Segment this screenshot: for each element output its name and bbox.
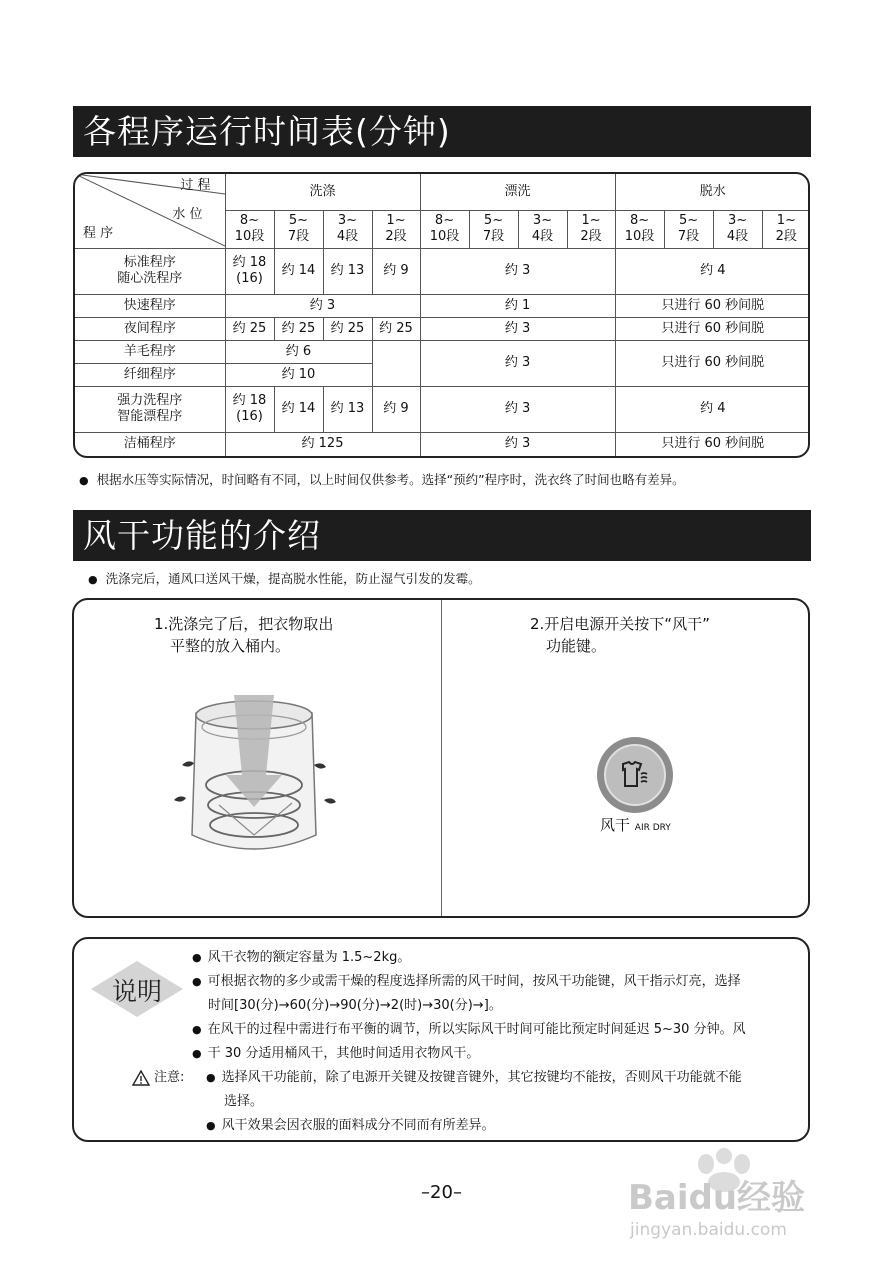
- row-quick-name: 快速程序: [75, 294, 225, 317]
- row-tub-rinse: 约 3: [420, 432, 615, 456]
- row-night-spin: 只进行 60 秒间脱: [615, 317, 810, 340]
- row-tub-name: 洁桶程序: [75, 432, 225, 456]
- page-number: –20–: [421, 1182, 462, 1203]
- level-cell: 1~ 2段: [762, 210, 810, 248]
- program-time-table: [73, 172, 810, 458]
- row-tub-spin: 只进行 60 秒间脱: [615, 432, 810, 456]
- row-quick-wash: 约 3: [225, 294, 420, 317]
- row-standard-spin: 约 4: [615, 248, 810, 294]
- bullet-icon: ●: [192, 975, 202, 988]
- row-night-w2: 约 25: [274, 317, 323, 340]
- row-delicate-wash: 约 10: [225, 363, 372, 386]
- airdry-button[interactable]: [597, 737, 673, 813]
- explain-item-cont: 时间[30(分)→60(分)→90(分)→2(时)→30(分)→]。: [208, 998, 502, 1013]
- airdry-intro: ● 洗涤完后，通风口送风干燥，提高脱水性能，防止湿气引发的发霉。: [88, 569, 481, 587]
- row-tub-wash: 约 125: [225, 432, 420, 456]
- row-wool-wash: 约 6: [225, 340, 372, 363]
- level-cell: 3~ 4段: [518, 210, 567, 248]
- header-process: 过 程: [180, 178, 211, 193]
- bullet-icon: ●: [192, 1023, 202, 1036]
- section-title-schedule: 各程序运行时间表(分钟): [73, 106, 811, 157]
- airdry-button-face: [604, 744, 666, 806]
- row-quick-spin: 只进行 60 秒间脱: [615, 294, 810, 317]
- caution-item-cont: 选择。: [224, 1094, 264, 1109]
- level-cell: 8~ 10段: [420, 210, 469, 248]
- bullet-icon: ●: [192, 1047, 202, 1060]
- row-strong-w3: 约 13: [323, 386, 372, 432]
- level-cell: 1~ 2段: [372, 210, 420, 248]
- bullet-icon: ●: [206, 1119, 216, 1132]
- row-standard-name: 标准程序 随心洗程序: [75, 248, 225, 294]
- explain-item: 风干衣物的额定容量为 1.5~2kg。: [207, 950, 411, 965]
- level-cell: 1~ 2段: [567, 210, 615, 248]
- row-night-name: 夜间程序: [75, 317, 225, 340]
- caution-label: 注意:: [154, 1070, 185, 1085]
- row-delicate-name: 纤细程序: [75, 363, 225, 386]
- header-spin: 脱水: [615, 174, 810, 210]
- explain-item: 干 30 分适用桶风干，其他时间适用衣物风干。: [207, 1046, 480, 1061]
- header-rinse: 漂洗: [420, 174, 615, 210]
- row-standard-rinse: 约 3: [420, 248, 615, 294]
- level-cell: 5~ 7段: [664, 210, 713, 248]
- caution-item: 风干效果会因衣服的面料成分不同而有所差异。: [221, 1118, 495, 1133]
- shirt-wind-icon: [617, 760, 653, 790]
- level-cell: 3~ 4段: [323, 210, 372, 248]
- step1-line1: 1.洗涤完了后，把衣物取出: [154, 615, 334, 633]
- airdry-button-label: [600, 814, 671, 835]
- row-wool-name: 羊毛程序: [75, 340, 225, 363]
- row-wool-rinse: 约 3: [420, 340, 615, 386]
- row-standard-w3: 约 13: [323, 248, 372, 294]
- step2-line2: 功能键。: [546, 637, 607, 655]
- level-cell: 5~ 7段: [469, 210, 518, 248]
- section-title-airdry: 风干功能的介绍: [73, 510, 811, 561]
- row-standard-w1: 约 18 (16): [225, 248, 274, 294]
- row-strong-name: 强力洗程序 智能漂程序: [75, 386, 225, 432]
- step1-line2: 平整的放入桶内。: [170, 637, 291, 655]
- row-night-rinse: 约 3: [420, 317, 615, 340]
- watermark-url: jingyan.baidu.com: [630, 1220, 787, 1240]
- row-strong-spin: 约 4: [615, 386, 810, 432]
- row-standard-w4: 约 9: [372, 248, 420, 294]
- row-strong-w1: 约 18 (16): [225, 386, 274, 432]
- row-strong-w4: 约 9: [372, 386, 420, 432]
- steps-panel: [72, 598, 810, 918]
- row-strong-rinse: 约 3: [420, 386, 615, 432]
- explain-item: 在风干的过程中需进行布平衡的调节，所以实际风干时间可能比预定时间延迟 5~30 分钟。风: [207, 1022, 746, 1037]
- level-cell: 3~ 4段: [713, 210, 762, 248]
- bullet-icon: ●: [192, 951, 202, 964]
- header-program: 程 序: [83, 226, 114, 241]
- airdry-label-cn: 风干: [600, 816, 631, 834]
- panel-divider: [441, 600, 442, 916]
- caution-item: 选择风干功能前，除了电源开关键及按键音键外，其它按键均不能按，否则风干功能就不能: [221, 1070, 742, 1085]
- explain-item: 可根据衣物的多少或需干燥的程度选择所需的风干时间，按风干功能键，风干指示灯亮，选择: [207, 974, 741, 989]
- row-strong-w2: 约 14: [274, 386, 323, 432]
- level-cell: 8~ 10段: [615, 210, 664, 248]
- table-corner-header: [75, 174, 225, 248]
- row-wool-empty: [372, 340, 420, 386]
- watermark-brand: Baidu经验: [628, 1178, 806, 1218]
- warning-icon: [132, 1070, 150, 1086]
- row-standard-w2: 约 14: [274, 248, 323, 294]
- bullet-icon: ●: [206, 1071, 216, 1084]
- row-night-w4: 约 25: [372, 317, 420, 340]
- header-water-level: 水 位: [172, 207, 203, 222]
- row-wool-spin: 只进行 60 秒间脱: [615, 340, 810, 386]
- explanation-badge: [89, 959, 185, 1019]
- time-note: ● 根据水压等实际情况，时间略有不同，以上时间仅供参考。选择“预约”程序时，洗衣终了时间也略有差异。: [79, 470, 685, 488]
- level-cell: 8~ 10段: [225, 210, 274, 248]
- header-wash: 洗涤: [225, 174, 420, 210]
- step2-line1: 2.开启电源开关按下“风干”: [530, 615, 710, 633]
- washer-tub-illustration: [174, 685, 339, 870]
- row-night-w1: 约 25: [225, 317, 274, 340]
- airdry-label-en: AIR DRY: [634, 823, 671, 833]
- explanation-box: [72, 937, 810, 1142]
- row-night-w3: 约 25: [323, 317, 372, 340]
- badge-label: 说明: [111, 977, 162, 1006]
- row-quick-rinse: 约 1: [420, 294, 615, 317]
- level-cell: 5~ 7段: [274, 210, 323, 248]
